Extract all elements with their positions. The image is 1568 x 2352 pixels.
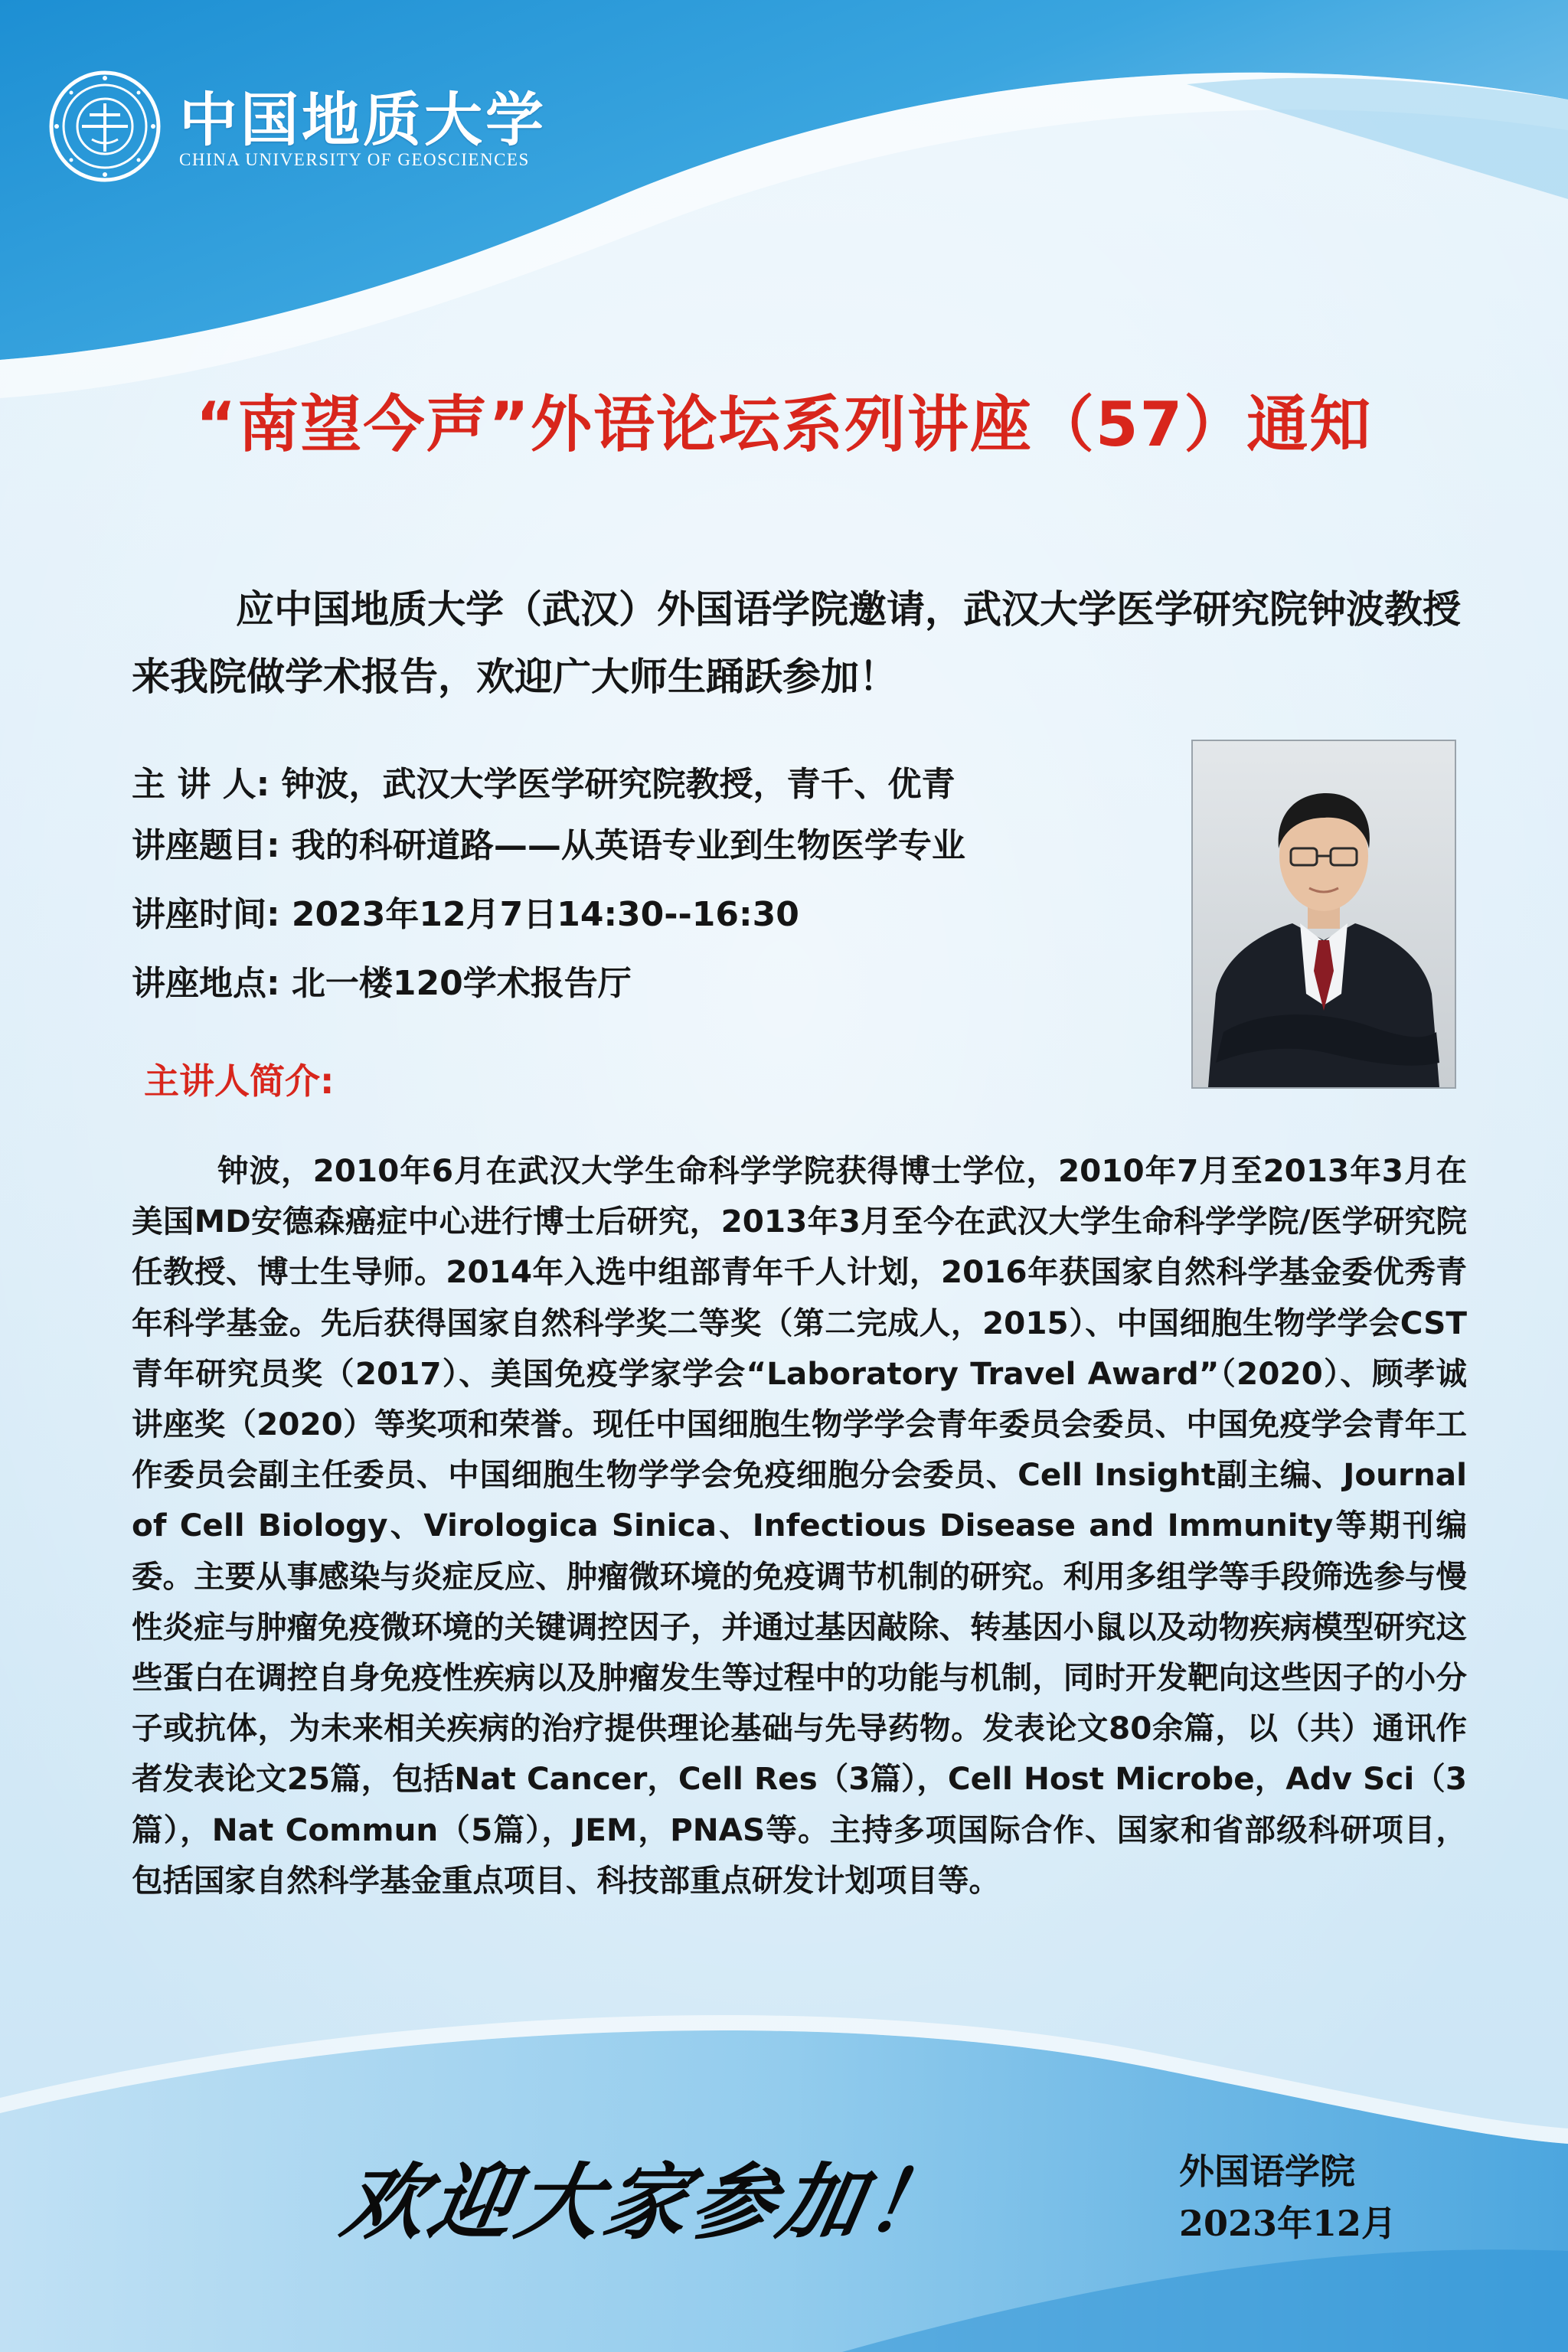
- university-name-cn: 中国地质大学: [179, 86, 547, 154]
- bio-heading: 主讲人简介:: [144, 1060, 335, 1102]
- welcome-slogan: [335, 2136, 963, 2251]
- place-line: 讲座地点: 北一楼120学术报告厅: [132, 964, 632, 1003]
- speaker-line: 主 讲 人: 钟波，武汉大学医学研究院教授，青千、优青: [132, 765, 956, 804]
- intro-paragraph: 应中国地质大学（武汉）外国语学院邀请，武汉大学医学研究院钟波教授来我院做学术报告，欢迎广大师生踊跃参加！: [132, 587, 1461, 699]
- topic-line: 讲座题目: 我的科研道路——从英语专业到生物医学专业: [132, 826, 965, 865]
- university-name-en: CHINA UNIVERSITY OF GEOSCIENCES: [179, 150, 530, 169]
- speaker-photo: [1191, 740, 1456, 1089]
- time-line: 讲座时间: 2023年12月7日14:30--16:30: [132, 895, 799, 934]
- organizer-department: 外国语学院: [1179, 2151, 1355, 2192]
- welcome-text: 欢迎大家参加！: [335, 2154, 963, 2251]
- poster-title: “南望今声”外语论坛系列讲座（57）通知: [195, 389, 1373, 460]
- speaker-bio: 钟波，2010年6月在武汉大学生命科学学院获得博士学位，2010年7月至2013年3月在美国MD安德森癌症中心进行博士后研究，2013年3月至今在武汉大学生命科学学院/医学研究院任教授、博士生导师。2014年入选中组部青年千人计划，2016年获国家自然科学基金委优秀青年科学基金。先后获得国家自然科学奖二等奖（第二完成人，2015）、中国细胞生物学学会CST青年研究员奖（2017）、美国免疫学家学会“Laboratory Travel Award”（2020）、顾孝诚讲座奖（2020）等奖项和荣誉。现任中国细胞生物学学会青年委员会委员、中国免疫学会青年工作委员会副主任委员、中国细胞生物学学会免疫细胞分会委员、Cell Insight副主编、Journal of Cell Biology、Virologica Sinica、Infectious Disease and Immunity等期刊编委。主要从事感染与炎症反应、肿瘤微环境的免疫调节机制的研究。利用多组学等手段筛选参与慢性炎症与肿瘤免疫微环境的关键调控因子，并通过基因敲除、转基因小鼠以及动物疾病模型研究这些蛋白在调控自身免疫性疾病以及肿瘤发生等过程中的功能与机制，同时开发靶向这些因子的小分子或抗体，为未来相关疾病的治疗提供理论基础与先导药物。发表论文80余篇，以（共）通讯作者发表论文25篇，包括Nat Cancer，Cell Res（3篇），Cell Host Microbe，Adv Sci（3篇），Nat Commun（5篇），JEM，PNAS等。主持多项国际合作、国家和省部级科研项目，包括国家自然科学基金重点项目、科技部重点研发计划项目等。: [132, 1152, 1467, 1899]
- notice-date: 2023年12月: [1179, 2203, 1397, 2244]
- speaker-portrait-image: [1193, 741, 1455, 1087]
- university-seal-icon: [47, 69, 162, 184]
- university-logo: [47, 67, 568, 190]
